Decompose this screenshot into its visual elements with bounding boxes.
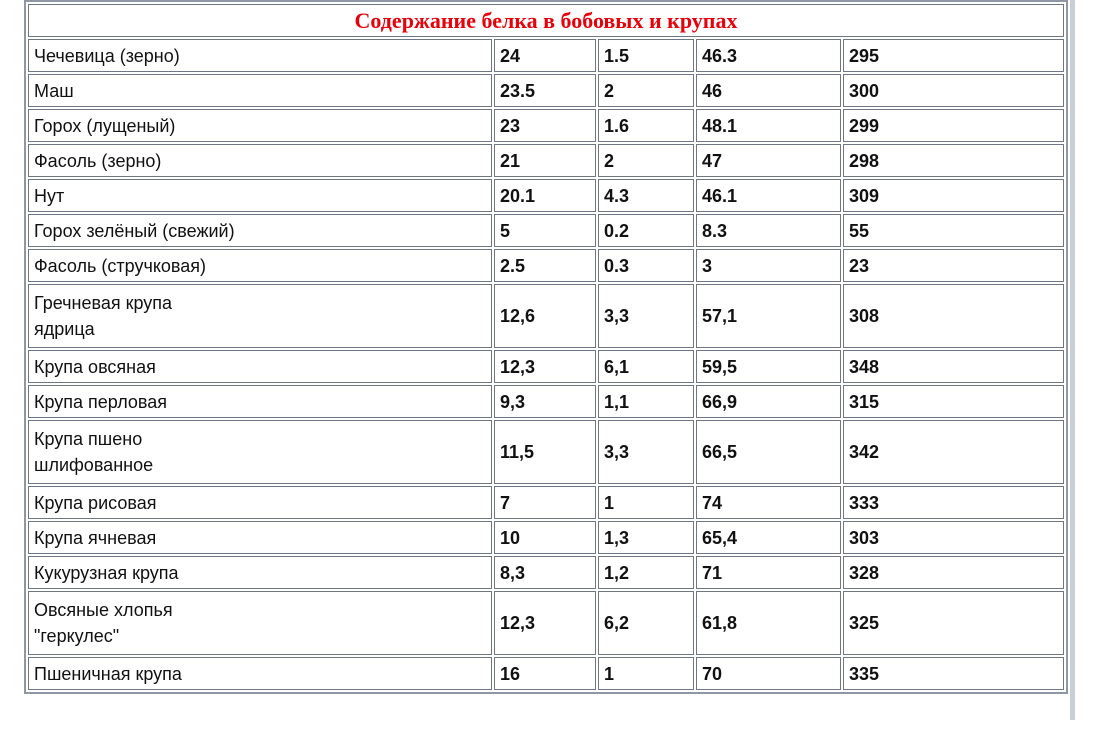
value-cell-1: 23.5 xyxy=(494,74,596,107)
table-row xyxy=(28,74,1064,107)
table-row xyxy=(28,109,1064,142)
value-cell-1: 2.5 xyxy=(494,249,596,282)
table-row xyxy=(28,144,1064,177)
value-cell-4: 325 xyxy=(843,591,1064,655)
product-name-cell: Крупа пшено шлифованное xyxy=(28,420,492,484)
value-cell-3: 66,9 xyxy=(696,385,841,418)
value-cell-3: 46 xyxy=(696,74,841,107)
product-name-cell: Овсяные хлопья "геркулес" xyxy=(28,591,492,655)
value-cell-3: 71 xyxy=(696,556,841,589)
value-cell-3: 57,1 xyxy=(696,284,841,348)
value-cell-2: 6,2 xyxy=(598,591,694,655)
value-cell-4: 300 xyxy=(843,74,1064,107)
value-cell-3: 70 xyxy=(696,657,841,690)
value-cell-2: 3,3 xyxy=(598,420,694,484)
product-name-cell: Фасоль (зерно) xyxy=(28,144,492,177)
product-name-cell: Фасоль (стручковая) xyxy=(28,249,492,282)
table-row xyxy=(28,284,1064,348)
product-name-cell: Крупа перловая xyxy=(28,385,492,418)
page-edge-shadow xyxy=(1070,0,1075,720)
value-cell-4: 335 xyxy=(843,657,1064,690)
product-name-cell: Горох зелёный (свежий) xyxy=(28,214,492,247)
value-cell-4: 309 xyxy=(843,179,1064,212)
value-cell-3: 61,8 xyxy=(696,591,841,655)
value-cell-1: 16 xyxy=(494,657,596,690)
table-row xyxy=(28,486,1064,519)
table-row xyxy=(28,657,1064,690)
table-row xyxy=(28,350,1064,383)
value-cell-2: 6,1 xyxy=(598,350,694,383)
value-cell-4: 55 xyxy=(843,214,1064,247)
product-name-cell: Крупа рисовая xyxy=(28,486,492,519)
value-cell-4: 23 xyxy=(843,249,1064,282)
product-name-cell: Крупа ячневая xyxy=(28,521,492,554)
value-cell-4: 348 xyxy=(843,350,1064,383)
value-cell-2: 1 xyxy=(598,486,694,519)
product-name-cell: Чечевица (зерно) xyxy=(28,39,492,72)
value-cell-4: 303 xyxy=(843,521,1064,554)
value-cell-2: 1 xyxy=(598,657,694,690)
table-row xyxy=(28,214,1064,247)
table-row xyxy=(28,591,1064,655)
product-name-cell: Маш xyxy=(28,74,492,107)
product-name-cell: Крупа овсяная xyxy=(28,350,492,383)
value-cell-2: 4.3 xyxy=(598,179,694,212)
value-cell-3: 74 xyxy=(696,486,841,519)
value-cell-1: 12,3 xyxy=(494,591,596,655)
protein-table xyxy=(24,0,1068,694)
table-row xyxy=(28,249,1064,282)
value-cell-4: 328 xyxy=(843,556,1064,589)
value-cell-2: 1,1 xyxy=(598,385,694,418)
value-cell-2: 3,3 xyxy=(598,284,694,348)
value-cell-3: 59,5 xyxy=(696,350,841,383)
table-title: Содержание белка в бобовых и крупах xyxy=(28,4,1064,37)
table-body xyxy=(28,4,1064,690)
table-row xyxy=(28,385,1064,418)
value-cell-3: 8.3 xyxy=(696,214,841,247)
value-cell-1: 21 xyxy=(494,144,596,177)
value-cell-4: 298 xyxy=(843,144,1064,177)
value-cell-3: 47 xyxy=(696,144,841,177)
value-cell-1: 8,3 xyxy=(494,556,596,589)
table-row xyxy=(28,420,1064,484)
value-cell-1: 10 xyxy=(494,521,596,554)
value-cell-2: 0.2 xyxy=(598,214,694,247)
product-name-cell: Гречневая крупа ядрица xyxy=(28,284,492,348)
product-name-cell: Нут xyxy=(28,179,492,212)
product-name-cell: Пшеничная крупа xyxy=(28,657,492,690)
value-cell-4: 299 xyxy=(843,109,1064,142)
value-cell-1: 7 xyxy=(494,486,596,519)
value-cell-4: 308 xyxy=(843,284,1064,348)
value-cell-1: 23 xyxy=(494,109,596,142)
value-cell-3: 48.1 xyxy=(696,109,841,142)
value-cell-4: 333 xyxy=(843,486,1064,519)
value-cell-3: 66,5 xyxy=(696,420,841,484)
value-cell-2: 1,2 xyxy=(598,556,694,589)
title-row xyxy=(28,4,1064,37)
product-name-cell: Кукурузная крупа xyxy=(28,556,492,589)
value-cell-1: 9,3 xyxy=(494,385,596,418)
value-cell-1: 5 xyxy=(494,214,596,247)
table-container xyxy=(24,0,1068,694)
value-cell-1: 11,5 xyxy=(494,420,596,484)
table-row xyxy=(28,39,1064,72)
value-cell-4: 342 xyxy=(843,420,1064,484)
value-cell-4: 295 xyxy=(843,39,1064,72)
value-cell-1: 12,3 xyxy=(494,350,596,383)
product-name-cell: Горох (лущеный) xyxy=(28,109,492,142)
table-row xyxy=(28,556,1064,589)
value-cell-3: 46.1 xyxy=(696,179,841,212)
value-cell-2: 2 xyxy=(598,74,694,107)
table-row xyxy=(28,521,1064,554)
value-cell-1: 20.1 xyxy=(494,179,596,212)
value-cell-1: 24 xyxy=(494,39,596,72)
table-row xyxy=(28,179,1064,212)
value-cell-3: 46.3 xyxy=(696,39,841,72)
value-cell-2: 1.5 xyxy=(598,39,694,72)
value-cell-3: 65,4 xyxy=(696,521,841,554)
value-cell-2: 1.6 xyxy=(598,109,694,142)
value-cell-2: 0.3 xyxy=(598,249,694,282)
value-cell-2: 1,3 xyxy=(598,521,694,554)
value-cell-1: 12,6 xyxy=(494,284,596,348)
value-cell-3: 3 xyxy=(696,249,841,282)
value-cell-2: 2 xyxy=(598,144,694,177)
value-cell-4: 315 xyxy=(843,385,1064,418)
